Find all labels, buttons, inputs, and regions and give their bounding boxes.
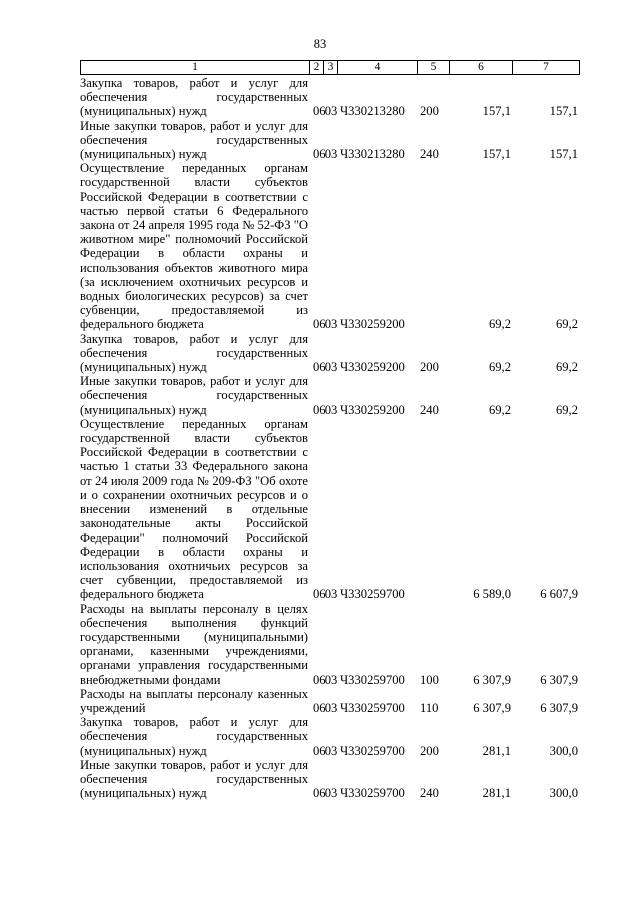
row-section-code: 06: [313, 700, 326, 715]
row-subsection-code: 03: [324, 672, 338, 687]
row-amount-year-1: 69,2: [488, 402, 511, 417]
header-col-2: 2: [310, 60, 324, 75]
row-description: Осуществление переданных органам государственной власти субъектов Российской Федерации в соответствии с частью 1 статьи 33 Федерального закона от 24 июля 2009 года № 209-ФЗ "Об охоте и о сохранении охотничьих ресурсов и о внесении изменений в отдельные законодательные акты Российской Федерации" полномочий Российской Федерации в области охраны и использования охотничьих ресурсов за счет субвенции, предоставляемой из федерального бюджета: [80, 416, 308, 602]
row-subsection-code: 03: [324, 743, 338, 758]
row-amount-year-1: 6 589,0: [473, 587, 511, 602]
row-subsection-code: 03: [324, 104, 338, 119]
row-target-article: Ч330259700: [340, 672, 405, 687]
row-section-code: 06: [313, 402, 326, 417]
row-target-article: Ч330213280: [340, 147, 405, 162]
row-section-code: 06: [313, 147, 326, 162]
row-description: Осуществление переданных органам государственной власти субъектов Российской Федерации в соответствии с частью первой статьи 6 Федерального закона от 24 апреля 1995 года № 52-ФЗ "О животном мире" полномочий Российской Федерации в области охраны и использования объектов животного мира (за исключением охотничьих ресурсов и водных биологических ресурсов) за счет субвенции, предоставляемой из федерального бюджета: [80, 161, 308, 332]
row-amount-year-1: 69,2: [488, 360, 511, 375]
header-col-7: 7: [513, 60, 580, 75]
row-target-article: Ч330259700: [340, 587, 405, 602]
budget-table: [80, 60, 616, 800]
table-row: [80, 758, 616, 801]
row-description: Закупка товаров, работ и услуг для обеспечения государственных (муниципальных) нужд: [80, 715, 308, 758]
row-description: Закупка товаров, работ и услуг для обеспечения государственных (муниципальных) нужд: [80, 331, 308, 375]
table-row: [80, 715, 616, 758]
row-amount-year-2: 69,2: [555, 402, 578, 417]
row-amount-year-1: 281,1: [482, 786, 511, 801]
row-amount-year-2: 69,2: [555, 317, 578, 332]
row-expense-type: 240: [420, 147, 439, 162]
row-subsection-code: 03: [324, 360, 338, 375]
row-expense-type: 240: [420, 786, 439, 801]
row-amount-year-2: 6 307,9: [540, 672, 578, 687]
row-amount-year-1: 69,2: [488, 317, 511, 332]
row-section-code: 06: [313, 672, 326, 687]
row-description: Иные закупки товаров, работ и услуг для обеспечения государственных (муниципальных) нужд: [80, 374, 308, 417]
row-expense-type: 100: [420, 672, 439, 687]
table-row: [80, 332, 616, 375]
table-row: [80, 119, 616, 162]
row-subsection-code: 03: [324, 786, 338, 801]
row-target-article: Ч330259700: [340, 743, 405, 758]
row-amount-year-1: 6 307,9: [473, 700, 511, 715]
header-col-4: 4: [338, 60, 418, 75]
row-amount-year-2: 300,0: [549, 786, 578, 801]
row-amount-year-2: 6 307,9: [540, 700, 578, 715]
header-col-5: 5: [418, 60, 450, 75]
row-amount-year-2: 157,1: [549, 147, 578, 162]
row-expense-type: 200: [420, 743, 439, 758]
row-expense-type: 200: [420, 104, 439, 119]
row-amount-year-2: 157,1: [549, 104, 578, 119]
row-section-code: 06: [313, 360, 326, 375]
table-row: [80, 687, 616, 715]
row-amount-year-1: 6 307,9: [473, 672, 511, 687]
row-section-code: 06: [313, 743, 326, 758]
row-description: Иные закупки товаров, работ и услуг для обеспечения государственных (муниципальных) нужд: [80, 757, 308, 801]
row-subsection-code: 03: [324, 700, 338, 715]
row-expense-type: 240: [420, 402, 439, 417]
row-subsection-code: 03: [324, 587, 338, 602]
row-section-code: 06: [313, 587, 326, 602]
row-section-code: 06: [313, 104, 326, 119]
row-target-article: Ч330259200: [340, 360, 405, 375]
row-amount-year-2: 6 607,9: [540, 587, 578, 602]
row-subsection-code: 03: [324, 402, 338, 417]
row-expense-type: 110: [420, 700, 439, 715]
table-row: [80, 374, 616, 417]
row-subsection-code: 03: [324, 147, 338, 162]
row-amount-year-2: 69,2: [555, 360, 578, 375]
table-body: [80, 76, 616, 800]
row-description: Расходы на выплаты персоналу казенных учреждений: [80, 686, 308, 715]
row-target-article: Ч330259200: [340, 402, 405, 417]
row-description: Закупка товаров, работ и услуг для обеспечения государственных (муниципальных) нужд: [80, 76, 308, 119]
page-number: 83: [313, 37, 327, 51]
table-row: [80, 417, 616, 602]
row-subsection-code: 03: [324, 317, 338, 332]
row-target-article: Ч330259200: [340, 317, 405, 332]
row-target-article: Ч330259700: [340, 786, 405, 801]
row-amount-year-2: 300,0: [549, 743, 578, 758]
table-row: [80, 602, 616, 687]
row-target-article: Ч330213280: [340, 104, 405, 119]
row-expense-type: 200: [420, 360, 439, 375]
header-col-3: 3: [324, 60, 338, 75]
table-row: [80, 161, 616, 331]
header-col-1: 1: [80, 60, 310, 75]
table-header: [80, 60, 616, 74]
row-section-code: 06: [313, 786, 326, 801]
row-section-code: 06: [313, 317, 326, 332]
row-amount-year-1: 281,1: [482, 743, 511, 758]
row-amount-year-1: 157,1: [482, 104, 511, 119]
header-col-6: 6: [450, 60, 513, 75]
row-target-article: Ч330259700: [340, 700, 405, 715]
table-row: [80, 76, 616, 119]
row-description: Иные закупки товаров, работ и услуг для обеспечения государственных (муниципальных) нужд: [80, 118, 308, 162]
row-amount-year-1: 157,1: [482, 147, 511, 162]
row-description: Расходы на выплаты персоналу в целях обеспечения выполнения функций государственными (муниципальными) органами, казенными учреждениями, органами управления государственными внебюджетными фондами: [80, 601, 308, 687]
